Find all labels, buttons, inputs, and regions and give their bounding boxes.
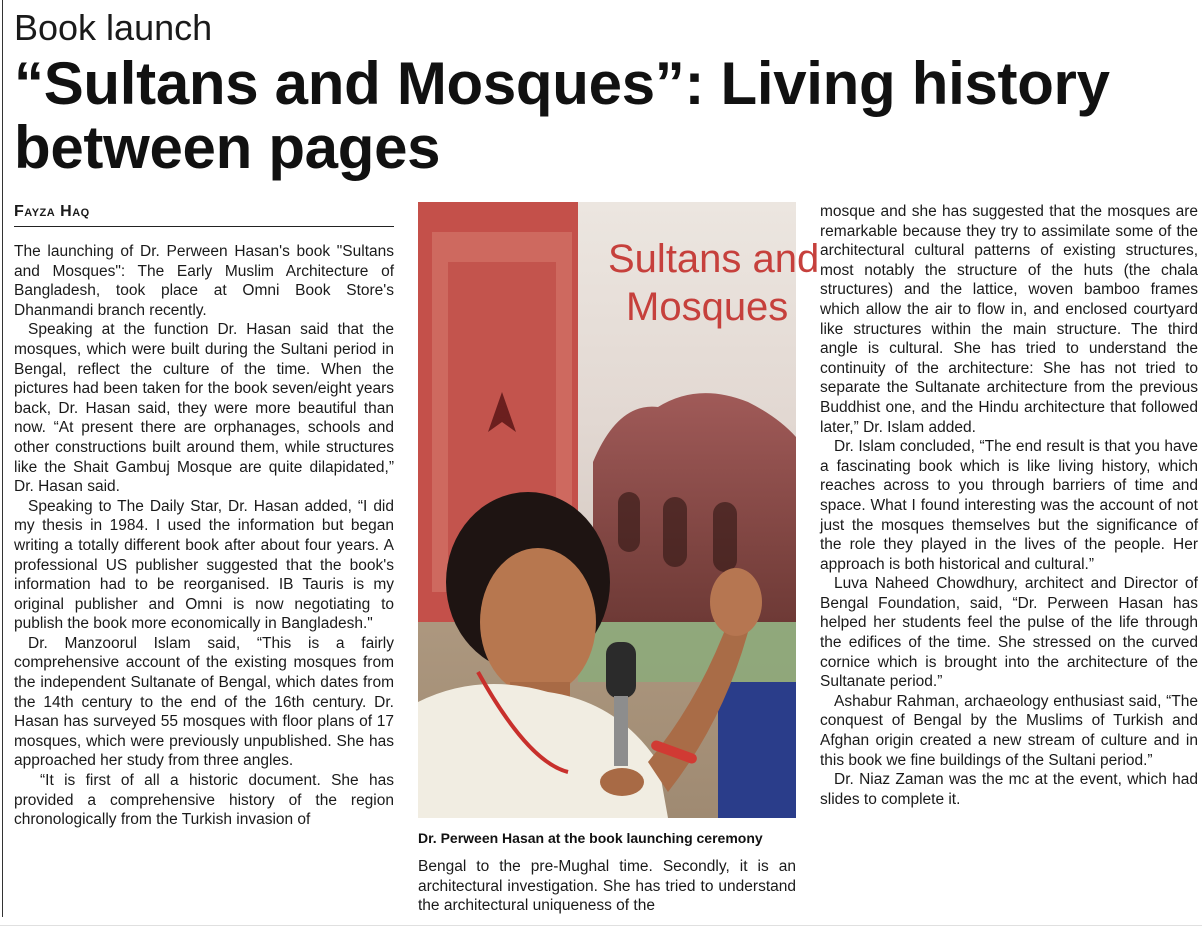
blue-backdrop	[718, 682, 796, 818]
paragraph: “It is first of all a historic document. She has provided a comprehensive history of the region chronologically from the Turkish invasion of	[14, 772, 394, 829]
photo-caption: Dr. Perween Hasan at the book launching ceremony	[418, 830, 763, 846]
poster-title-line1: Sultans and	[608, 237, 820, 281]
paragraph: Dr. Manzoorul Islam said, “This is a fairly comprehensive account of the existing mosques from the independent Sultanate of Bengal, which dates from the 14th century to the end of the 16th century. Dr. Hasan has surveyed 55 mosques with floor plans of 17 mosques, which were previously unpublished. She has approached her study from three angles.	[14, 634, 394, 770]
paragraph: Speaking to The Daily Star, Dr. Hasan added, “I did my thesis in 1984. I used the information but began writing a totally different book after about four years. A professional US publisher suggested that the book's information had to be reorganised. IB Tauris is my original publisher and Omni is now negotiating to publish the book more economically in Bangladesh."	[14, 497, 394, 633]
section-kicker: Book launch	[14, 7, 213, 48]
microphone-head	[606, 642, 636, 698]
paragraph: Dr. Niaz Zaman was the mc at the event, which had slides to complete it.	[820, 771, 1198, 808]
paragraph: The launching of Dr. Perween Hasan's book "Sultans and Mosques": The Early Muslim Architecture of Bangladesh, took place at Omni Book Store's Dhanmandi branch recently.	[14, 243, 394, 319]
paragraph: Luva Naheed Chowdhury, architect and Director of Bengal Foundation, said, “Dr. Perween Hasan has helped her students feel the pulse of the life through the edifices of the time. She stressed on the curved cornice which is brought into the architecture of the Sultanate period.”	[820, 575, 1198, 691]
article-headline: “Sultans and Mosques”: Living history between pages	[14, 50, 1110, 181]
byline-author: Fayza Haq	[14, 203, 90, 220]
microphone-handle	[614, 696, 628, 766]
paragraph: Speaking at the function Dr. Hasan said that the mosques, which were built during the Sultani period in Bengal, reflect the culture of the time. When the pictures had been taken for the book seven/eight years back, Dr. Hasan said, they were more beautiful than now. “At present there are orphanages, schools and other constructions built around them, while structures like the Shait Gambuj Mosque are quite dilapidated,” Dr. Hasan said.	[14, 321, 394, 496]
byline	[14, 203, 394, 227]
body-column-1	[14, 242, 394, 830]
speaker-face	[480, 548, 596, 696]
bottom-rule	[0, 925, 1202, 926]
paragraph: mosque and she has suggested that the mosques are remarkable because they try to assimilate some of the architectural cultural patterns of existing structures, most notably the structure of the huts (the chala structures) and the lattice, woven bamboo frames which allow the air to flow in, and enclosed courtyard like structures within the main structure. The third angle is cultural. She has tried to understand the continuity of the architecture: She has not tried to separate the Sultanate architecture from the previous Buddhist one, and the Hindu architecture that followed later,” Dr. Islam added.	[820, 203, 1198, 436]
paragraph: Dr. Islam concluded, “The end result is that you have a fascinating book which is like living history, which reaches across to you through barriers of time and space. What I found interesting was the account of not just the mosques themselves but the significance of the role they played in the lives of the people. Her approach is both historical and cultural.”	[820, 438, 1198, 573]
photo-illustration	[418, 202, 820, 818]
body-column-3	[820, 202, 1198, 809]
poster-title-line2: Mosques	[626, 285, 789, 329]
paragraph: Ashabur Rahman, archaeology enthusiast said, “The conquest of Bengal by the Muslims of Turkish and Afghan origin created a new stream of culture and in this book we fine buildings of the Sultani period.”	[820, 692, 1198, 769]
left-column-rule	[2, 0, 3, 917]
article-photo	[418, 202, 820, 818]
body-column-2: Bengal to the pre-Mughal time. Secondly, it is an architectural investigation. She has tried to understand the architectural uniqueness of the	[418, 858, 796, 915]
speaker-hand	[710, 568, 762, 636]
